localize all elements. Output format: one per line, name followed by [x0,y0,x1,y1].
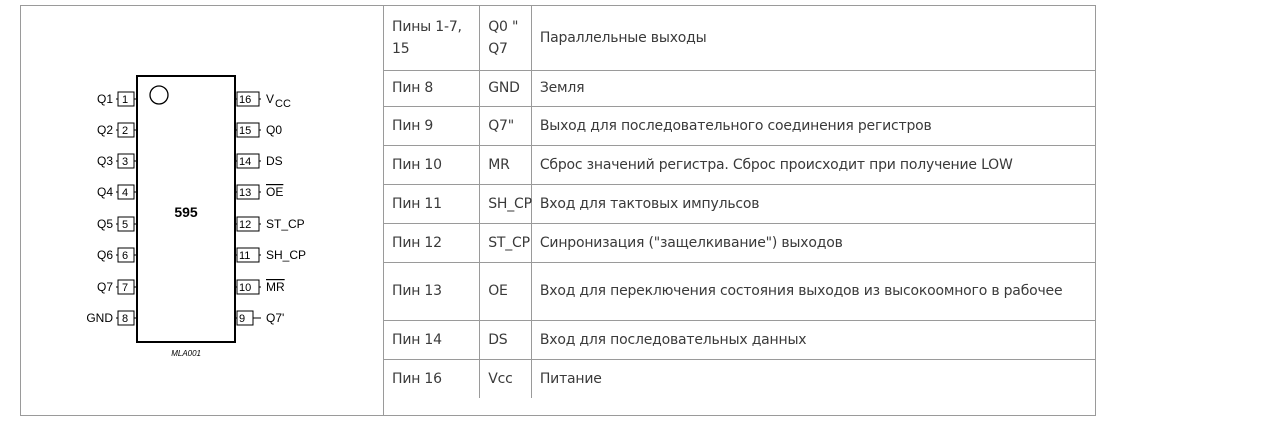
pin-number: 12 [239,219,252,231]
pin-name-cell: OE [480,262,532,320]
pin-number: 3 [122,156,129,168]
pin-label: Q1 [96,92,113,106]
pin-number: 14 [239,156,252,168]
pin-number-cell: Пин 16 [384,359,480,398]
pin-label: V [266,92,275,106]
pin-number-cell: Пин 14 [384,320,480,359]
pin-number-cell: Пин 10 [384,145,480,184]
pin-description-cell: Сброс значений регистра. Сброс происходит при получение LOW [531,145,1095,184]
pin-label: Q7 [96,280,113,294]
pin-number-cell: Пин 12 [384,223,480,262]
pin-number: 11 [239,250,251,262]
pin-label: Q4 [96,185,113,199]
pin-name-cell: ST_CP [480,223,532,262]
pin-number: 13 [239,187,252,199]
pin-name-cell: MR [480,145,532,184]
pin-name-cell: DS [480,320,532,359]
chip-label: 595 [174,204,198,220]
pin-name-cell: Q7" [480,106,532,145]
pin-number-cell: Пин 9 [384,106,480,145]
diagram-footer: MLA001 [171,349,201,358]
pin-name-cell: SH_CP [480,184,532,223]
pin-label: Q2 [96,123,113,137]
pin-number-cell: Пин 8 [384,70,480,106]
pin-number-cell: Пин 11 [384,184,480,223]
chip-diagram-cell [21,6,384,415]
pin-description-cell: Питание [531,359,1095,398]
pin-label: Q5 [96,217,113,231]
pin-label: Q3 [96,154,113,168]
pinout-frame [20,5,1096,416]
pin-number: 5 [122,219,129,231]
table-row [384,262,1095,320]
pin-label: Q7' [266,311,285,325]
pin-number: 10 [239,282,252,294]
pin-name-cell: GND [480,70,532,106]
pin-label-subscript: CC [275,98,291,110]
pin-description-cell: Вход для последовательных данных [531,320,1095,359]
pin-label: Q6 [96,248,113,262]
pin-description-cell: Параллельные выходы [531,6,1095,70]
pin-number: 1 [122,94,129,106]
pin-description-cell: Выход для последовательного соединения регистров [531,106,1095,145]
pin-number: 15 [239,125,252,137]
pin-number: 6 [122,250,129,262]
pin-description-cell: Вход для тактовых импульсов [531,184,1095,223]
pin-number: 16 [239,94,252,106]
pin-name-cell: Q0 " Q7 [480,6,532,70]
table-row [384,359,1095,398]
pin-number-cell: Пин 13 [384,262,480,320]
pin-label: Q0 [266,123,283,137]
table-row [384,145,1095,184]
pin-label: SH_CP [266,248,307,262]
pin-label: MR [266,280,285,294]
pin-label: OE [266,185,284,199]
pin-number: 9 [239,313,246,325]
table-row [384,223,1095,262]
pin1-marker-icon [150,86,168,104]
table-row [384,106,1095,145]
pin-number: 4 [122,187,129,199]
pin-number: 8 [122,313,129,325]
pin-number: 2 [122,125,129,137]
pin-number: 7 [122,282,129,294]
pin-name-cell: Vcc [480,359,532,398]
pin-description-cell: Земля [531,70,1095,106]
chip-pinout-diagram [21,6,383,415]
pin-label: DS [266,154,283,168]
pin-label: GND [86,311,113,325]
pin-table [384,6,1095,398]
table-row [384,6,1095,70]
pin-description-cell: Вход для переключения состояния выходов из высокоомного в рабочее [531,262,1095,320]
table-row [384,70,1095,106]
table-row [384,184,1095,223]
pin-number-cell: Пины 1-7, 15 [384,6,480,70]
table-row [384,320,1095,359]
pin-description-cell: Синронизация ("защелкивание") выходов [531,223,1095,262]
pin-label: ST_CP [266,217,305,231]
